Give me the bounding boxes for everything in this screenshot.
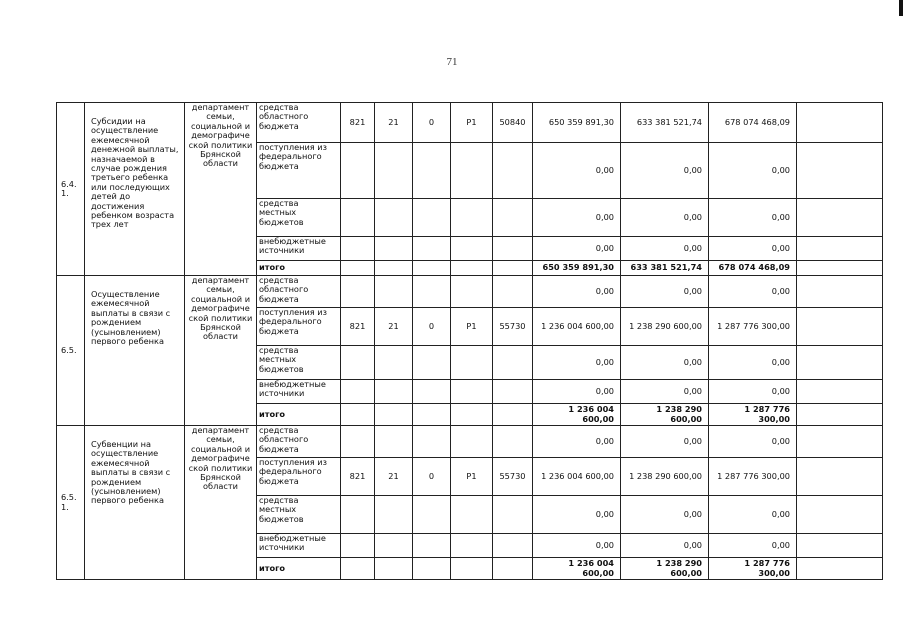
budget-code-cell [493,534,533,558]
funding-source: внебюджетные источники [257,237,341,261]
amount-cell: 1 238 290 600,00 [621,404,709,426]
amount-cell: 0,00 [709,276,797,308]
budget-code-cell [413,496,451,534]
amount-cell: 0,00 [621,199,709,237]
budget-code-cell [341,199,375,237]
amount-cell: 0,00 [621,143,709,199]
budget-code-cell [375,380,413,404]
funding-source: средства местных бюджетов [257,496,341,534]
budget-code-cell [413,558,451,580]
budget-code-cell [375,404,413,426]
amount-cell: 1 238 290 600,00 [621,308,709,346]
budget-code-cell [451,143,493,199]
funding-source: внебюджетные источники [257,380,341,404]
budget-code-cell [451,261,493,276]
table-row [57,426,883,458]
budget-code-cell: 821 [341,103,375,143]
section-name: Субвенции на осуществление ежемесячной выплаты в связи с рождением (усыновлением) первого ребенка [85,426,185,580]
scan-edge-mark [899,0,903,16]
budget-code-cell [375,534,413,558]
amount-cell: 0,00 [621,276,709,308]
funding-source: средства местных бюджетов [257,199,341,237]
funding-source: поступления из федерального бюджета [257,143,341,199]
empty-cell [797,426,883,458]
budget-code-cell [451,404,493,426]
amount-cell: 0,00 [709,346,797,380]
amount-cell: 0,00 [709,426,797,458]
budget-code-cell: Р1 [451,458,493,496]
amount-cell: 0,00 [533,346,621,380]
funding-source: средства местных бюджетов [257,346,341,380]
amount-cell: 0,00 [621,534,709,558]
funding-source: средства областного бюджета [257,426,341,458]
budget-code-cell: Р1 [451,103,493,143]
budget-code-cell [375,558,413,580]
amount-cell: 0,00 [533,237,621,261]
budget-code-cell [413,199,451,237]
empty-cell [797,237,883,261]
amount-cell: 0,00 [621,237,709,261]
budget-code-cell: 821 [341,308,375,346]
responsible-department: департамент семьи, социальной и демографиче ской политики Брянской области [185,103,257,276]
budget-code-cell [341,426,375,458]
empty-cell [797,346,883,380]
section-name: Субсидии на осуществление ежемесячной денежной выплаты, назначаемой в случае рождения третьего ребенка или последующих детей до достижения ребенком возраста трех лет [85,103,185,276]
empty-cell [797,534,883,558]
funding-source: итого [257,261,341,276]
empty-cell [797,103,883,143]
empty-cell [797,558,883,580]
amount-cell: 0,00 [709,199,797,237]
amount-cell: 1 287 776 300,00 [709,404,797,426]
budget-code-cell [493,496,533,534]
amount-cell: 678 074 468,09 [709,261,797,276]
budget-code-cell [493,380,533,404]
budget-code-cell [493,426,533,458]
amount-cell: 650 359 891,30 [533,261,621,276]
budget-code-cell: 0 [413,308,451,346]
budget-code-cell [451,426,493,458]
budget-code-cell [375,276,413,308]
empty-cell [797,143,883,199]
budget-code-cell: 821 [341,458,375,496]
amount-cell: 1 236 004 600,00 [533,404,621,426]
budget-code-cell [341,276,375,308]
budget-code-cell: 55730 [493,308,533,346]
budget-code-cell [493,276,533,308]
budget-code-cell [341,496,375,534]
section-name: Осуществление ежемесячной выплаты в связи с рождением (усыновлением) первого ребенка [85,276,185,426]
amount-cell: 0,00 [533,380,621,404]
budget-code-cell [413,346,451,380]
amount-cell: 0,00 [709,380,797,404]
budget-code-cell [451,558,493,580]
budget-code-cell [341,261,375,276]
amount-cell: 0,00 [621,380,709,404]
budget-code-cell [375,496,413,534]
section-number: 6.4. 1. [57,103,85,276]
section-number: 6.5. 1. [57,426,85,580]
budget-code-cell [375,143,413,199]
empty-cell [797,276,883,308]
responsible-department: департамент семьи, социальной и демографиче ской политики Брянской области [185,276,257,426]
budget-code-cell [375,346,413,380]
amount-cell: 0,00 [709,496,797,534]
budget-code-cell [493,558,533,580]
budget-code-cell [493,346,533,380]
empty-cell [797,404,883,426]
budget-code-cell [341,380,375,404]
amount-cell: 0,00 [621,346,709,380]
amount-cell: 650 359 891,30 [533,103,621,143]
funding-source: средства областного бюджета [257,276,341,308]
amount-cell: 1 287 776 300,00 [709,458,797,496]
budget-code-cell [375,261,413,276]
amount-cell: 678 074 468,09 [709,103,797,143]
budget-code-cell: 0 [413,103,451,143]
amount-cell: 0,00 [709,534,797,558]
funding-source: итого [257,404,341,426]
amount-cell: 1 236 004 600,00 [533,308,621,346]
amount-cell: 633 381 521,74 [621,103,709,143]
budget-code-cell [375,426,413,458]
funding-source: средства областного бюджета [257,103,341,143]
budget-code-cell [493,143,533,199]
budget-code-cell [451,276,493,308]
amount-cell: 1 287 776 300,00 [709,558,797,580]
table-body [57,103,883,580]
budget-code-cell [341,534,375,558]
amount-cell: 1 236 004 600,00 [533,458,621,496]
table-row [57,103,883,143]
budget-code-cell [413,276,451,308]
budget-code-cell: Р1 [451,308,493,346]
budget-code-cell [451,534,493,558]
budget-code-cell [413,261,451,276]
amount-cell: 1 236 004 600,00 [533,558,621,580]
budget-code-cell: 21 [375,458,413,496]
budget-code-cell [413,380,451,404]
responsible-department: департамент семьи, социальной и демографиче ской политики Брянской области [185,426,257,580]
funding-source: поступления из федерального бюджета [257,308,341,346]
budget-code-cell [493,199,533,237]
amount-cell: 1 287 776 300,00 [709,308,797,346]
amount-cell: 0,00 [533,199,621,237]
empty-cell [797,308,883,346]
budget-code-cell [375,237,413,261]
amount-cell: 0,00 [709,143,797,199]
amount-cell: 0,00 [533,276,621,308]
amount-cell: 0,00 [533,143,621,199]
funding-source: внебюджетные источники [257,534,341,558]
empty-cell [797,199,883,237]
empty-cell [797,458,883,496]
budget-code-cell [341,404,375,426]
budget-code-cell [341,346,375,380]
budget-code-cell [451,199,493,237]
amount-cell: 0,00 [533,426,621,458]
amount-cell: 1 238 290 600,00 [621,458,709,496]
empty-cell [797,261,883,276]
budget-code-cell [341,558,375,580]
table-row [57,276,883,308]
budget-code-cell [413,404,451,426]
budget-code-cell [341,237,375,261]
budget-code-cell [493,404,533,426]
page-number: 71 [446,56,458,68]
budget-code-cell: 50840 [493,103,533,143]
budget-table [56,102,883,580]
budget-code-cell: 55730 [493,458,533,496]
amount-cell: 0,00 [621,496,709,534]
funding-source: поступления из федерального бюджета [257,458,341,496]
budget-code-cell [413,143,451,199]
budget-code-cell: 21 [375,103,413,143]
budget-code-cell [413,237,451,261]
budget-code-cell: 21 [375,308,413,346]
amount-cell: 0,00 [533,496,621,534]
amount-cell: 1 238 290 600,00 [621,558,709,580]
empty-cell [797,380,883,404]
section-number: 6.5. [57,276,85,426]
budget-code-cell [493,237,533,261]
amount-cell: 0,00 [533,534,621,558]
amount-cell: 0,00 [709,237,797,261]
budget-code-cell [451,346,493,380]
budget-code-cell [413,534,451,558]
budget-code-cell [375,199,413,237]
funding-source: итого [257,558,341,580]
budget-code-cell [493,261,533,276]
budget-code-cell [413,426,451,458]
budget-code-cell [451,380,493,404]
amount-cell: 633 381 521,74 [621,261,709,276]
budget-code-cell [451,496,493,534]
budget-code-cell: 0 [413,458,451,496]
amount-cell: 0,00 [621,426,709,458]
budget-code-cell [451,237,493,261]
empty-cell [797,496,883,534]
budget-code-cell [341,143,375,199]
